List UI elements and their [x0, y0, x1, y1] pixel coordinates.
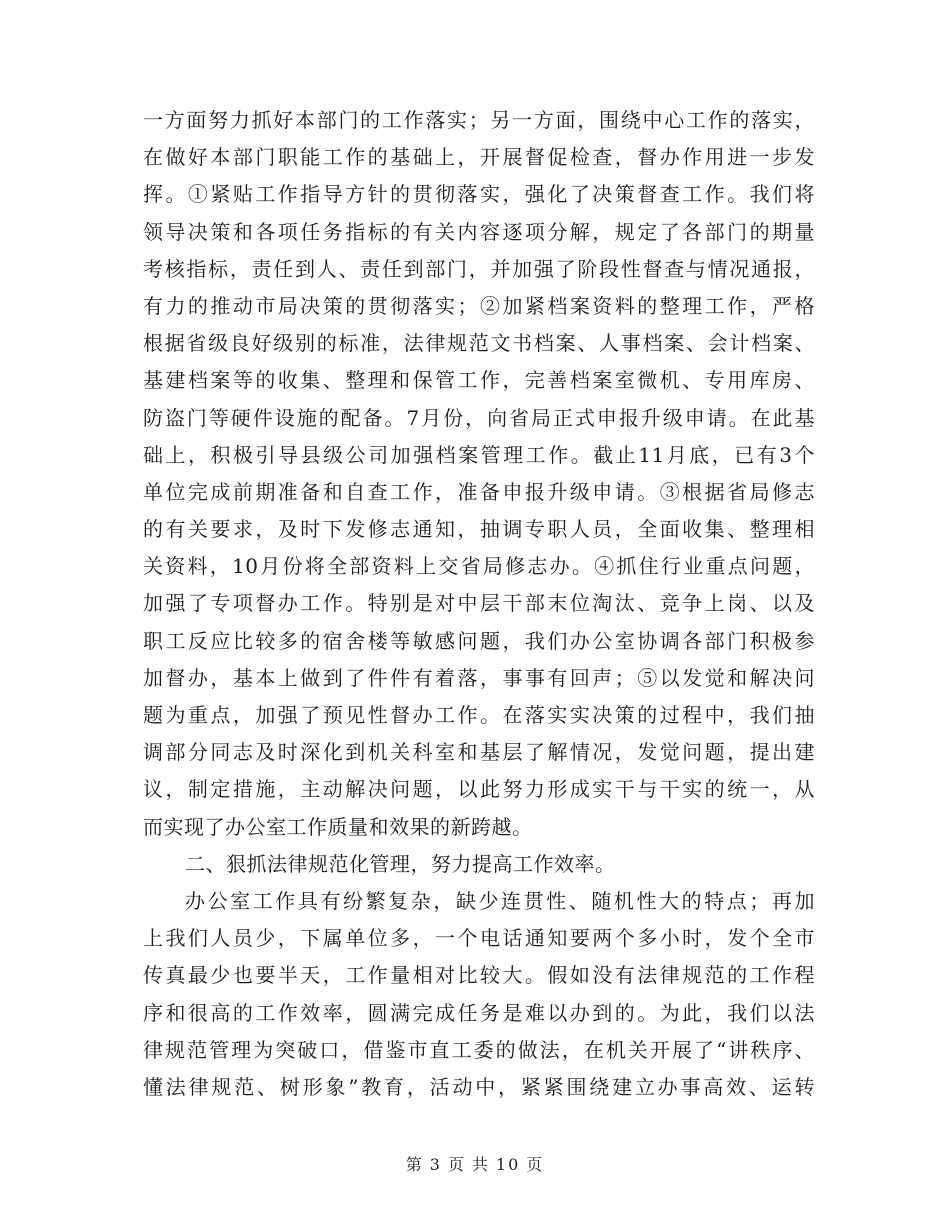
document-body	[143, 102, 815, 1106]
text-line: 根据省级良好级别的标准，法律规范文书档案、人事档案、会计档案、	[143, 331, 815, 356]
text-line: 懂法律规范、树形象”教育，活动中，紧紧围绕建立办事高效、运转	[143, 1074, 815, 1099]
text-line: 防盗门等硬件设施的配备。7月份，向省局正式申报升级申请。在此基	[143, 405, 815, 430]
text-line: 挥。①紧贴工作指导方针的贯彻落实，强化了决策督查工作。我们将	[143, 182, 815, 207]
text-line: 上我们人员少，下属单位多，一个电话通知要两个多小时，发个全市	[143, 926, 815, 951]
text-line: 调部分同志及时深化到机关科室和基层了解情况，发觉问题，提出建	[143, 740, 815, 765]
text-line: 关资料，10月份将全部资料上交省局修志办。④抓住行业重点问题，	[143, 554, 815, 579]
text-line: 加督办，基本上做到了件件有着落，事事有回声；⑤以发觉和解决问	[143, 665, 815, 690]
footer-total-pages: 10	[495, 1155, 521, 1174]
text-line: 的有关要求，及时下发修志通知，抽调专职人员，全面收集、整理相	[143, 517, 815, 542]
footer-current-page: 3	[429, 1155, 442, 1174]
text-line: 基建档案等的收集、整理和保管工作，完善档案室微机、专用库房、	[143, 368, 815, 393]
text-line: 传真最少也要半天，工作量相对比较大。假如没有法律规范的工作程	[143, 963, 815, 988]
footer-page-word: 页	[447, 1155, 466, 1174]
text-line: 办公室工作具有纷繁复杂，缺少连贯性、随机性大的特点；再加	[185, 888, 815, 913]
text-line: 题为重点，加强了预见性督办工作。在落实实决策的过程中，我们抽	[143, 703, 815, 727]
text-line: 在做好本部门职能工作的基础上，开展督促检查，督办作用进一步发	[143, 145, 815, 170]
text-line: 考核指标，责任到人、责任到部门，并加强了阶段性督查与情况通报，	[143, 256, 815, 281]
text-line: 单位完成前期准备和自查工作，准备申报升级申请。③根据省局修志	[143, 479, 815, 504]
text-line: 领导决策和各项任务指标的有关内容逐项分解，规定了各部门的期量	[143, 219, 815, 244]
text-line: 职工反应比较多的宿舍楼等敏感问题，我们办公室协调各部门积极参	[143, 628, 815, 653]
text-line: 议，制定措施，主动解决问题，以此努力形成实干与干实的统一，从	[143, 777, 815, 802]
footer-total-word: 共	[471, 1155, 490, 1174]
text-line: 加强了专项督办工作。特别是对中层干部末位淘汰、竞争上岗、以及	[143, 591, 815, 616]
footer-suffix: 页	[526, 1155, 545, 1174]
footer-prefix: 第	[405, 1155, 424, 1174]
text-line: 序和很高的工作效率，圆满完成任务是难以办到的。为此，我们以法	[143, 1000, 815, 1025]
text-line: 一方面努力抓好本部门的工作落实；另一方面，围绕中心工作的落实，	[143, 108, 815, 132]
text-line: 二、狠抓法律规范化管理，努力提高工作效率。	[185, 851, 616, 876]
page-footer	[0, 1152, 950, 1175]
text-line: 有力的推动市局决策的贯彻落实；②加紧档案资料的整理工作，严格	[143, 293, 815, 318]
text-line: 而实现了办公室工作质量和效果的新跨越。	[143, 814, 533, 839]
text-line: 律规范管理为突破口，借鉴市直工委的做法，在机关开展了“讲秩序、	[143, 1037, 815, 1062]
text-line: 础上，积极引导县级公司加强档案管理工作。截止11月底，已有3个	[143, 442, 815, 467]
